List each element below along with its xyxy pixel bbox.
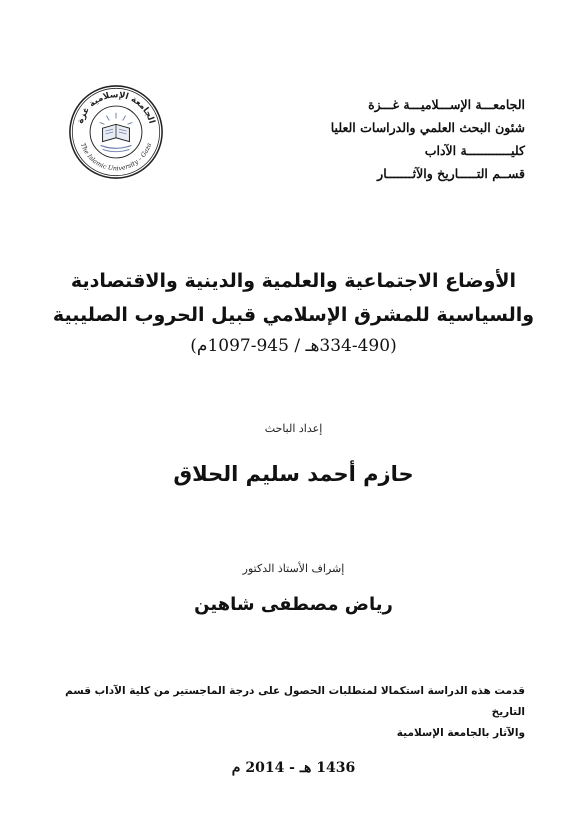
researcher-label: إعداد الباحث: [264, 422, 323, 435]
header-faculty: كليــــــــــــة الآداب: [424, 143, 525, 158]
institution-header: [265, 93, 525, 185]
svg-text:The Islamic University – Gaza: [79, 142, 153, 172]
seal-emblem: [100, 113, 133, 152]
header-department: قســم التـــــاريخ والآثـــــــار: [377, 166, 525, 181]
title-dates: (334-490هـ / 945-1097م): [190, 336, 397, 356]
submission-note: [62, 681, 525, 744]
submission-year: 1436 هـ - 2014 م: [231, 760, 356, 776]
university-seal-icon: [68, 84, 164, 180]
title-line-2: والسياسية للمشرق الإسلامي قبيل الحروب الصليبية: [52, 304, 535, 326]
supervisor-name: رياض مصطفى شاهين: [194, 594, 393, 615]
header-university: الجامعـــة الإســـلاميـــة غـــزة: [368, 97, 525, 112]
title-line-1: الأوضاع الاجتماعية والعلمية والدينية والاقتصادية: [70, 270, 517, 292]
researcher-name: حازم أحمد سليم الحلاق: [173, 462, 414, 486]
seal-arabic-text: الجامعة الإسلامية غزة: [75, 90, 157, 125]
seal-english-text: The Islamic University – Gaza: [78, 142, 154, 173]
submission-note-line-2: والآثار بالجامعة الإسلامية: [396, 727, 525, 739]
supervisor-label: إشراف الأستاذ الدكتور: [242, 562, 345, 575]
header-graduate-studies: شئون البحث العلمي والدراسات العليا: [330, 120, 525, 135]
submission-note-line-1: قدمت هذه الدراسة استكمالا لمتطلبات الحصول على درجة الماجستير من كلية الآداب قسم التاريخ: [65, 685, 525, 718]
thesis-title: [30, 264, 557, 332]
